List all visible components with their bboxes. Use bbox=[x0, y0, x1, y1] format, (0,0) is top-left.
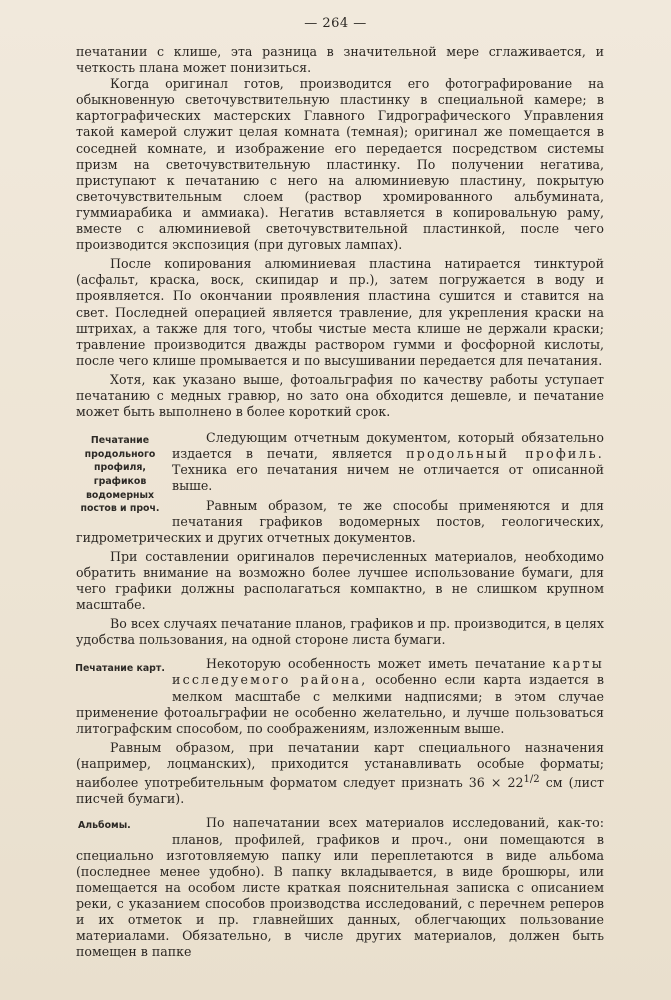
paragraph-10 bbox=[76, 740, 604, 808]
body-text bbox=[76, 44, 604, 960]
paragraph-5-lead: Следующим отчетным документом, который обязательно издается в печати, является bbox=[172, 430, 604, 462]
paragraph-5-tail: Техника его печатания ничем не отличается от описанной выше. bbox=[172, 462, 604, 494]
margin-note-albums: Альбомы. bbox=[78, 820, 131, 832]
paragraph-7: При составлении оригиналов перечисленных материалов, необходимо обратить внимание на возможно более лучшее использование бумаги, для чего графики должны располагаться компактно, в не слишком крупном масштабе. bbox=[76, 548, 604, 613]
paragraph-11: По напечатании всех материалов исследований, как-то: планов, профилей, графиков и проч., они помещаются в специально изготовляемую папку или переплетаются в виде альбома (последнее менее удобно). В папку вкладывается, в виде брошюры, или помещается на особом листе краткая пояснительная записка с описанием реки, с указанием способов производства исследований, с перечнем реперов и их отметок и пр. главнейших данных, облегчающих пользование материалами. Обязательно, в числе других материалов, должен быть помещен в папке bbox=[76, 815, 604, 960]
margin-note-profile: Печатание продольного профиля, графиков водомерных постов и проч. bbox=[80, 435, 160, 515]
page-number: — 264 — bbox=[304, 16, 367, 31]
paragraph-4: Хотя, как указано выше, фотоальграфия по качеству работы уступает печатанию с медных гравюр, но зато она обходится дешевле, и печатание может быть выполнено в более короткий срок. bbox=[76, 371, 604, 420]
paragraph-8: Во всех случаях печатание планов, графиков и пр. производится, в целях удобства пользования, на одной стороне листа бумаги. bbox=[76, 616, 604, 648]
term-longitudinal-profile: продольный профиль. bbox=[406, 446, 604, 462]
paragraph-9-lead: Некоторую особенность может иметь печатание bbox=[206, 656, 546, 672]
paragraph-3: После копирования алюминиевая пластина натирается тинктурой (асфальт, краска, воск, скипидар и пр.), затем погружается в воду и проявляется. По окончании проявления пластина сушится и ставится на свет. Последней операцией является травление, для укрепления краски на штрихах, а также для того, чтобы чистые места клише не держали краски; травление производится дважды раствором гумми и фосфорной кислоты, после чего клише промывается и по высушивании передается для печатания. bbox=[76, 256, 604, 368]
section-profile bbox=[76, 430, 604, 546]
paragraph-10-lead: Равным образом, при печатании карт специального назначения (например, лоцманских), приходится устанавливать особые форматы; наиболее употребительным форматом следует признать 36 × 22 bbox=[76, 739, 604, 791]
format-fraction: 1/2 bbox=[523, 774, 540, 786]
margin-note-maps: Печатание карт. bbox=[75, 663, 165, 675]
paragraph-2: Когда оригинал готов, производится его фотографирование на обыкновенную светочувствительную пластинку в специальной камере; в картографических мастерских Главного Гидрографического Управления такой камерой служит целая комната (темная); оригинал же помещается в соседней комнате, и изображение его передается посредством системы призм на светочувствительную пластинку. По получении негатива, приступают к печатанию с него на алюминиевую пластину, покрытую светочувствительным слоем (раствор хромированного альбумината, гуммиарабика и аммиака). Негатив вставляется в копировальную раму, вместе с алюминиевой светочувствительной пластинкой, после чего производится экспозиция (при дуговых лампах). bbox=[76, 76, 604, 253]
section-maps bbox=[76, 656, 604, 736]
term-survey-map: карты исследуемого района, bbox=[172, 656, 604, 688]
paragraph-1: печатании с клише, эта разница в значительной мере сглаживается, и четкость плана может понизиться. bbox=[76, 44, 604, 76]
section-albums bbox=[76, 815, 604, 960]
paragraph-9-tail: особенно если карта издается в мелком масштабе с мелкими надписями; в этом случае применение фотоальграфии не особенно желательно, и лучше пользоваться литографским способом, по соображениям, изложенным выше. bbox=[76, 672, 604, 736]
paragraph-10-tail: см (лист писчей бумаги). bbox=[76, 775, 604, 807]
paragraph-6: Равным образом, те же способы применяются и для печатания графиков водомерных постов, геологических, гидрометрических и других отчетных документов. bbox=[76, 497, 604, 545]
